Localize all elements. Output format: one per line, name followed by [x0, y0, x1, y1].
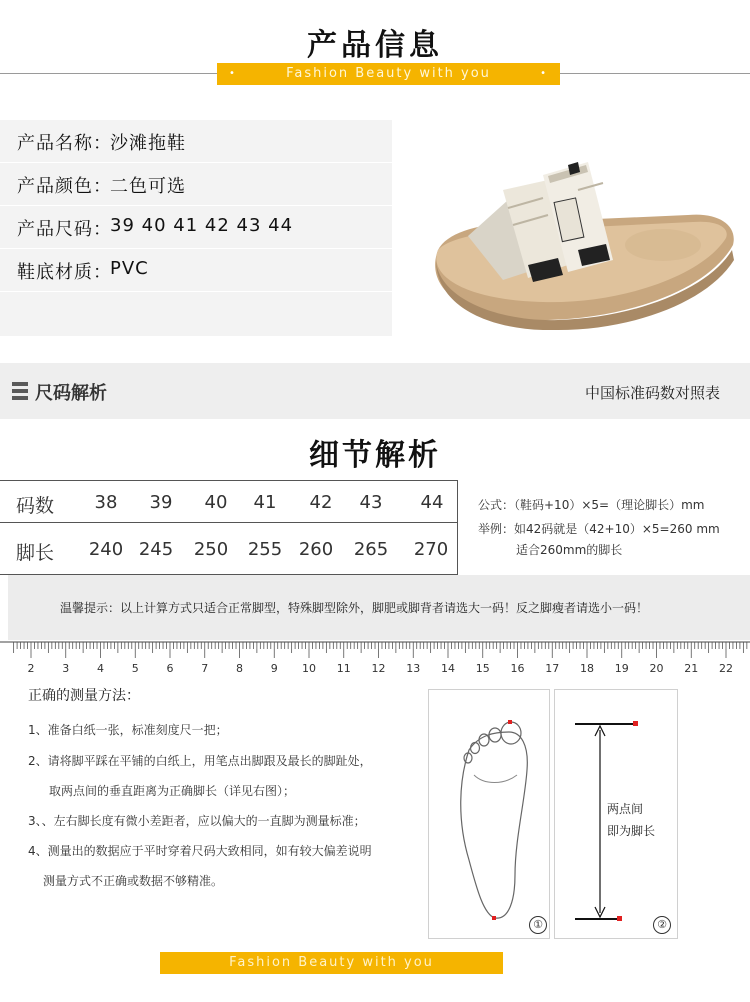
- info-label: 产品名称：: [17, 133, 112, 154]
- ruler-number: 8: [236, 662, 243, 675]
- length-cell: 240: [88, 539, 124, 560]
- info-value: 沙滩拖鞋: [110, 133, 186, 154]
- info-row-material: [0, 249, 392, 291]
- ruler: [0, 640, 750, 680]
- ruler-number: 16: [510, 662, 525, 675]
- ruler-number: 2: [27, 662, 35, 675]
- info-value: PVC: [110, 258, 149, 279]
- menu-icon: [12, 382, 28, 400]
- info-row-color: [0, 163, 392, 205]
- formula-line: 公式：（鞋码+10）×5=（理论脚长）mm: [478, 498, 705, 512]
- length-cell: 260: [298, 539, 334, 560]
- measure-title: 正确的测量方法：: [28, 688, 140, 704]
- info-background: [0, 292, 392, 336]
- ruler-number: 4: [97, 662, 104, 675]
- length-cell: 245: [138, 539, 174, 560]
- info-row-size: [0, 206, 392, 248]
- info-value: 二色可选: [110, 176, 186, 197]
- info-label: 鞋底材质：: [17, 262, 112, 283]
- ruler-number: 12: [371, 662, 386, 675]
- figure-number-2: ②: [653, 916, 671, 934]
- ruler-number: 6: [166, 662, 174, 675]
- band-dot-left: •: [229, 68, 237, 79]
- ruler-number: 3: [62, 662, 70, 675]
- ruler-number: 15: [475, 662, 490, 675]
- measure-figure: [554, 689, 678, 939]
- table-line: [0, 522, 458, 523]
- measure-step: 取两点间的垂直距离为正确脚长（详见右图）；: [49, 784, 296, 798]
- ruler-number: 7: [201, 662, 209, 675]
- measure-text-2: 即为脚长: [607, 824, 656, 838]
- size-cell: 38: [94, 492, 118, 513]
- size-chart-label: 中国标准码数对照表: [584, 384, 720, 402]
- length-row-label: 脚长: [16, 542, 55, 564]
- measure-step: 测量方式不正确或数据不够精准。: [43, 874, 224, 888]
- ruler-number: 21: [684, 662, 699, 675]
- ruler-number: 22: [719, 662, 733, 675]
- detail-title: 细节解析: [309, 438, 441, 473]
- size-cell: 43: [359, 492, 383, 513]
- sandal-product-image: [408, 150, 748, 330]
- measure-step: 2、请将脚平踩在平铺的白纸上，用笔点出脚跟及最长的脚趾处，: [28, 754, 372, 768]
- ruler-number: 10: [302, 662, 316, 675]
- size-row-label: 码数: [16, 495, 55, 517]
- info-row-name: [0, 120, 392, 162]
- size-cell: 41: [253, 492, 277, 513]
- ruler-number: 17: [545, 662, 560, 675]
- table-line: [0, 480, 458, 481]
- formula-example: 举例：如42码就是（42+10）×5=260 mm: [478, 522, 720, 536]
- tip-text: 温馨提示：以上计算方式只适合正常脚型，特殊脚型除外，脚肥或脚背者请选大一码！反之脚瘦者请选小一码！: [60, 601, 649, 615]
- length-cell: 270: [413, 539, 449, 560]
- size-cell: 42: [309, 492, 333, 513]
- header-band-text: Fashion Beauty with you: [286, 66, 491, 81]
- table-divider: [457, 480, 458, 575]
- page-title: 产品信息: [307, 28, 443, 63]
- ruler-number: 19: [614, 662, 629, 675]
- band-dot-right: •: [540, 68, 548, 79]
- tip-box: [8, 575, 750, 640]
- foot-outline-icon: [429, 690, 551, 940]
- info-label: 产品尺码：: [17, 219, 112, 240]
- figure-number-1: ①: [529, 916, 547, 934]
- length-cell: 255: [247, 539, 283, 560]
- measure-step: 3、、左右脚长度有微小差距者，应以偏大的一直脚为测量标准；: [28, 814, 366, 828]
- footer-band-text: Fashion Beauty with you: [229, 955, 434, 970]
- foot-figure: [428, 689, 550, 939]
- info-label: 产品颜色：: [17, 176, 112, 197]
- ruler-number: 11: [336, 662, 351, 675]
- length-cell: 265: [353, 539, 389, 560]
- size-section-title: 尺码解析: [35, 383, 107, 404]
- size-cell: 44: [420, 492, 444, 513]
- info-value: 39 40 41 42 43 44: [110, 215, 294, 236]
- ruler-number: 18: [580, 662, 594, 675]
- ruler-number: 20: [649, 662, 664, 675]
- size-cell: 40: [204, 492, 228, 513]
- measure-text-1: 两点间: [607, 802, 644, 816]
- size-cell: 39: [149, 492, 173, 513]
- measure-step: 4、测量出的数据应于平时穿着尺码大致相同，如有较大偏差说明: [28, 844, 372, 858]
- measure-step: 1、准备白纸一张，标准刻度尺一把；: [28, 723, 228, 737]
- header-band: [217, 63, 560, 85]
- ruler-number: 13: [406, 662, 421, 675]
- ruler-number: 5: [131, 662, 139, 675]
- ruler-number: 9: [270, 662, 278, 675]
- size-table: [0, 480, 458, 575]
- ruler-number: 14: [441, 662, 455, 675]
- footer-band: [160, 952, 503, 974]
- size-section-bar: [0, 363, 750, 419]
- length-cell: 250: [193, 539, 229, 560]
- formula-note: 适合260mm的脚长: [516, 543, 623, 557]
- ruler-ticks: [0, 640, 750, 662]
